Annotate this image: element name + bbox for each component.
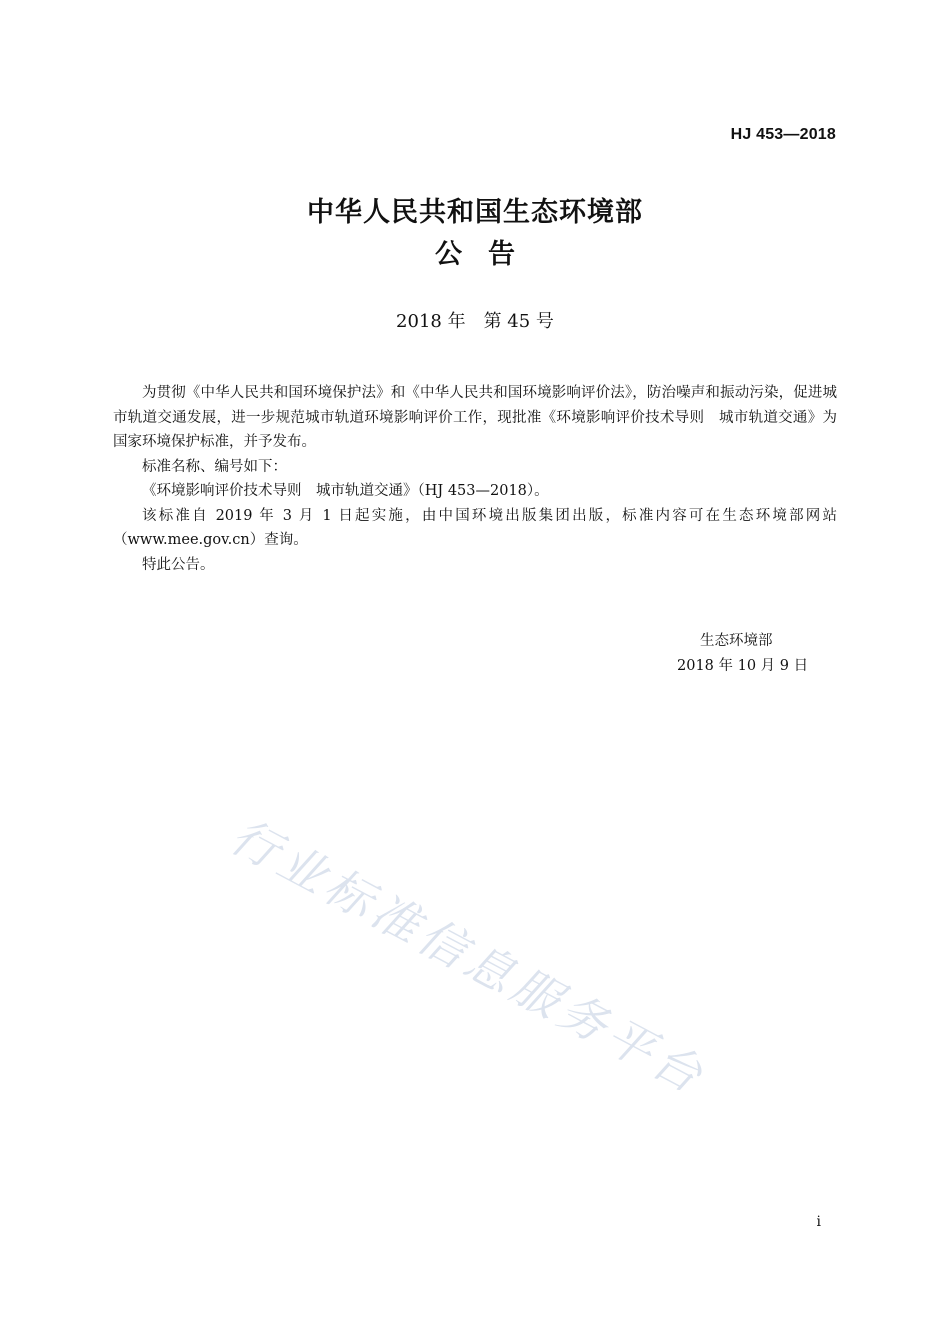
body-paragraph: 《环境影响评价技术导则 城市轨道交通》（HJ 453—2018）。 xyxy=(142,483,549,499)
body-paragraph: 标准名称、编号如下： xyxy=(142,458,287,475)
standard-number: HJ 453—2018 xyxy=(730,126,836,143)
signature-block xyxy=(640,629,840,678)
body-paragraph: 为贯彻《中华人民共和国环境保护法》和《中华人民共和国环境影响评价法》，防治噪声和振动污染，促进城市轨道交通发展，进一步规范城市轨道环境影响评价工作，现批准《环境影响评价技术导则 城市轨道交通》为国家环境保护标准，并予发布。 xyxy=(113,385,837,450)
issue-number: 2018 年 第 45 号 xyxy=(396,311,554,332)
announcement-body xyxy=(113,381,837,577)
body-paragraph: 特此公告。 xyxy=(142,556,215,573)
signature-organization: 生态环境部 xyxy=(700,633,773,649)
title-block xyxy=(0,192,950,276)
watermark: 行业标准信息服务平台 xyxy=(221,808,716,1107)
page-number: i xyxy=(816,1214,821,1230)
body-paragraph: 该标准自 2019 年 3 月 1 日起实施，由中国环境出版集团出版，标准内容可在生态环境部网站（www.mee.gov.cn）查询。 xyxy=(113,507,837,548)
announcement-title: 公告 xyxy=(435,239,541,270)
issuer-title: 中华人民共和国生态环境部 xyxy=(307,197,643,228)
signature-date: 2018 年 10 月 9 日 xyxy=(677,657,809,674)
